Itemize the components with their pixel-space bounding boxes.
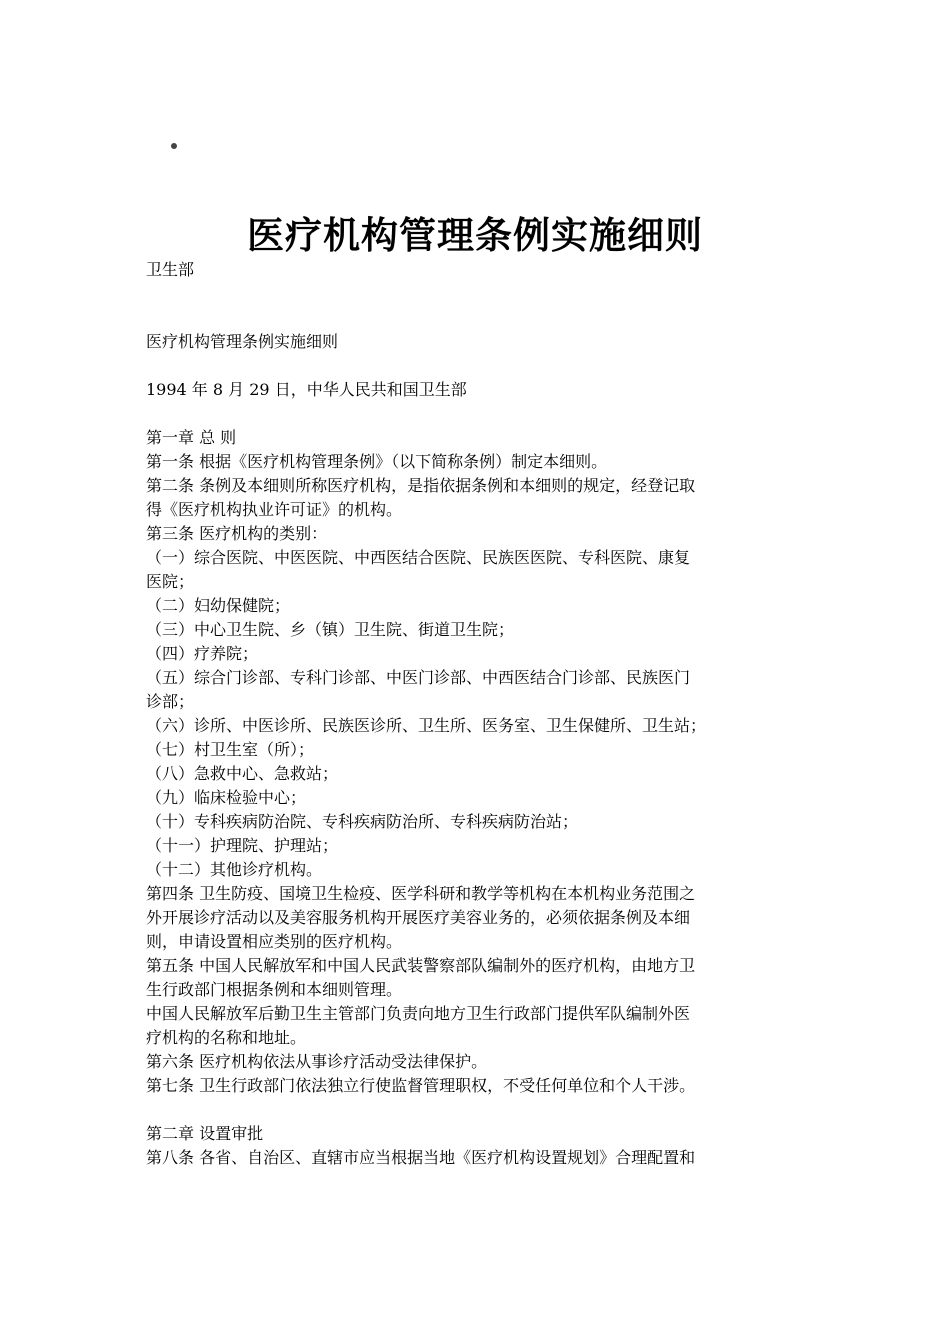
spacer bbox=[146, 354, 810, 378]
document-author: 卫生部 bbox=[146, 260, 195, 279]
text-line: 第四条 卫生防疫、国境卫生检疫、医学科研和教学等机构在本机构业务范围之 bbox=[146, 884, 696, 903]
text-line: 第七条 卫生行政部门依法独立行使监督管理职权，不受任何单位和个人干涉。 bbox=[146, 1076, 696, 1095]
text-line: （五）综合门诊部、专科门诊部、中医门诊部、中西医结合门诊部、民族医门 bbox=[146, 668, 691, 687]
text-line: （八）急救中心、急救站； bbox=[146, 764, 339, 783]
text-line: 第六条 医疗机构依法从事诊疗活动受法律保护。 bbox=[146, 1052, 488, 1071]
text-line: （一）综合医院、中医医院、中西医结合医院、民族医医院、专科医院、康复 bbox=[146, 548, 691, 567]
document-subtitle: 医疗机构管理条例实施细则 bbox=[146, 332, 339, 351]
text-line: （十一）护理院、护理站； bbox=[146, 836, 339, 855]
text-line: 得《医疗机构执业许可证》的机构。 bbox=[146, 500, 403, 519]
text-line: 第三条 医疗机构的类别： bbox=[146, 524, 328, 543]
document-title: 医疗机构管理条例实施细则 bbox=[247, 213, 703, 257]
text-line: 外开展诊疗活动以及美容服务机构开展医疗美容业务的，必须依据条例及本细 bbox=[146, 908, 691, 927]
text-line: 第五条 中国人民解放军和中国人民武装警察部队编制外的医疗机构，由地方卫 bbox=[146, 956, 696, 975]
text-line: （九）临床检验中心； bbox=[146, 788, 307, 807]
text-line: 第八条 各省、自治区、直辖市应当根据当地《医疗机构设置规划》合理配置和 bbox=[146, 1148, 696, 1167]
text-line: 第一条 根据《医疗机构管理条例》（以下简称条例）制定本细则。 bbox=[146, 452, 608, 471]
text-line: 医院； bbox=[146, 572, 195, 591]
text-line: 中国人民解放军后勤卫生主管部门负责向地方卫生行政部门提供军队编制外医 bbox=[146, 1004, 691, 1023]
text-line: （二）妇幼保健院； bbox=[146, 596, 291, 615]
text-line: 诊部； bbox=[146, 692, 195, 711]
text-line: （十）专科疾病防治院、专科疾病防治所、专科疾病防治站； bbox=[146, 812, 579, 831]
text-line: （六）诊所、中医诊所、民族医诊所、卫生所、医务室、卫生保健所、卫生站； bbox=[146, 716, 707, 735]
blank-line bbox=[146, 1098, 810, 1122]
spacer bbox=[146, 402, 810, 426]
text-line: （十二）其他诊疗机构。 bbox=[146, 860, 323, 879]
text-line: 第二章 设置审批 bbox=[146, 1124, 264, 1143]
document-body bbox=[146, 330, 810, 1170]
text-line: （七）村卫生室（所）； bbox=[146, 740, 315, 759]
document-lines bbox=[146, 426, 810, 1170]
text-line: （三）中心卫生院、乡（镇）卫生院、街道卫生院； bbox=[146, 620, 515, 639]
text-line: 疗机构的名称和地址。 bbox=[146, 1028, 307, 1047]
text-line: 生行政部门根据条例和本细则管理。 bbox=[146, 980, 403, 999]
text-line: 第一章 总 则 bbox=[146, 428, 237, 447]
text-line: （四）疗养院； bbox=[146, 644, 259, 663]
text-line: 第二条 条例及本细则所称医疗机构，是指依据条例和本细则的规定，经登记取 bbox=[146, 476, 696, 495]
text-line: 则，申请设置相应类别的医疗机构。 bbox=[146, 932, 403, 951]
list-bullet bbox=[171, 143, 177, 149]
document-date: 1994 年 8 月 29 日，中华人民共和国卫生部 bbox=[146, 380, 467, 399]
